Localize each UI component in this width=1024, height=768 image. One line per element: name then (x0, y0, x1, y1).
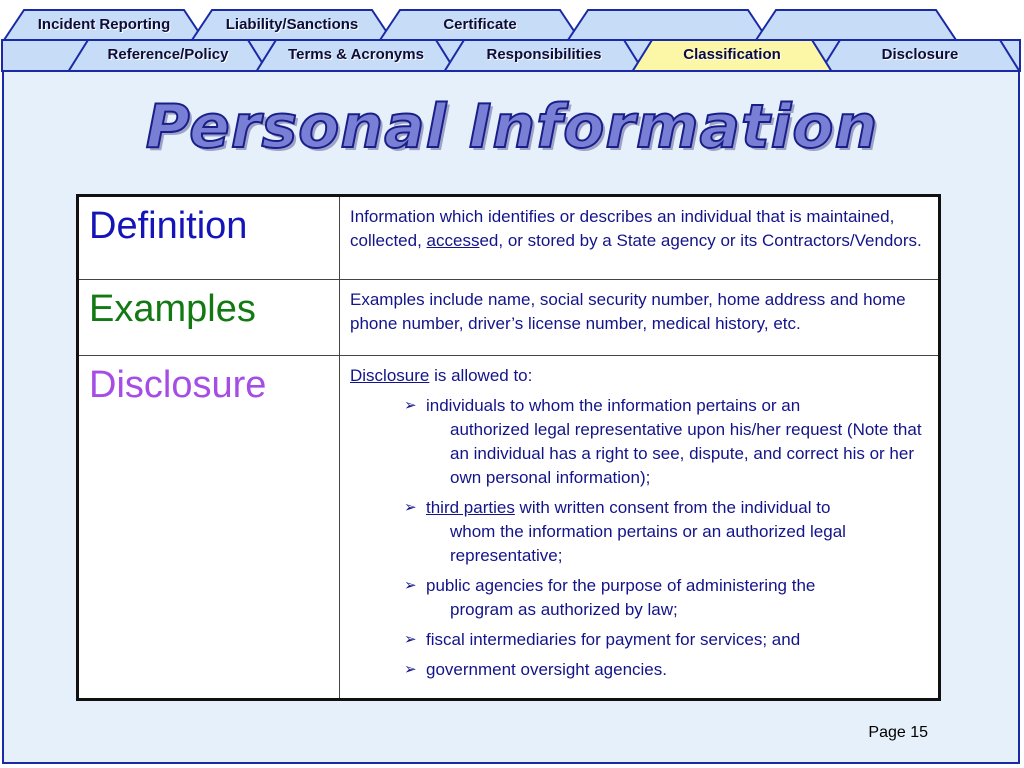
page-title: Personal Information (145, 92, 879, 162)
bullet-continuation: authorized legal representative upon his/her request (Note that an individual has a right to see, dispute, and correct his or her own personal information); (450, 420, 922, 487)
tab-certificate[interactable]: Certificate (443, 16, 517, 33)
tab-incident-reporting[interactable]: Incident Reporting (37, 16, 171, 33)
tab-reference-policy[interactable]: Reference/Policy (107, 46, 229, 63)
disclosure-row (78, 356, 940, 700)
info-table (76, 194, 941, 701)
disclosure-list (350, 394, 928, 682)
disclosure-heading: Disclosure (78, 356, 340, 700)
disclosure-body (340, 356, 940, 700)
third-parties-link[interactable]: third parties (426, 498, 515, 517)
tab-terms-acronyms[interactable]: Terms & Acronyms (288, 46, 424, 63)
tab-liability-sanctions[interactable]: Liability/Sanctions (225, 16, 359, 33)
tab-disclosure[interactable]: Disclosure (881, 46, 959, 63)
definition-text-before: Information which identifies or describes an individual that is maintained, collected, (350, 207, 895, 250)
tab-responsibilities[interactable]: Responsibilities (486, 46, 602, 63)
examples-heading: Examples (78, 280, 340, 356)
list-item (350, 496, 928, 568)
definition-text-after: ed, or stored by a State agency or its Contractors/Vendors. (479, 231, 922, 250)
bullet-lead: individuals to whom the information pertains or an (426, 396, 801, 415)
definition-heading: Definition (78, 196, 340, 280)
arrow-bullet-icon: ➢ (404, 631, 417, 648)
disclosure-intro (350, 364, 928, 388)
examples-text: Examples include name, social security number, home address and home phone number, driver’s license number, medical history, etc. (340, 280, 940, 356)
list-item (350, 628, 928, 652)
tab-blank-2-shape[interactable] (756, 10, 956, 40)
arrow-bullet-icon: ➢ (404, 499, 417, 516)
list-item (350, 394, 928, 490)
arrow-bullet-icon: ➢ (404, 661, 417, 678)
tab-blank-1-shape[interactable] (568, 10, 768, 40)
bullet-lead: government oversight agencies. (426, 660, 667, 679)
bullet-continuation: whom the information pertains or an authorized legal representative; (450, 522, 846, 565)
page-number: Page 15 (868, 724, 928, 741)
bullet-lead: with written consent from the individual to (514, 498, 831, 517)
bullet-lead: fiscal intermediaries for payment for services; and (426, 630, 801, 649)
arrow-bullet-icon: ➢ (404, 577, 417, 594)
bullet-lead: public agencies for the purpose of administering the (426, 576, 816, 595)
tab-classification[interactable]: Classification (683, 46, 781, 63)
access-link[interactable]: access (426, 231, 480, 250)
disclosure-link[interactable]: Disclosure (350, 366, 430, 385)
examples-row (78, 280, 940, 356)
bullet-continuation: program as authorized by law; (450, 600, 678, 619)
list-item (350, 658, 928, 682)
list-item (350, 574, 928, 622)
definition-text (340, 196, 940, 280)
disclosure-intro-rest: is allowed to: (429, 366, 533, 385)
arrow-bullet-icon: ➢ (404, 397, 417, 414)
definition-row (78, 196, 940, 280)
